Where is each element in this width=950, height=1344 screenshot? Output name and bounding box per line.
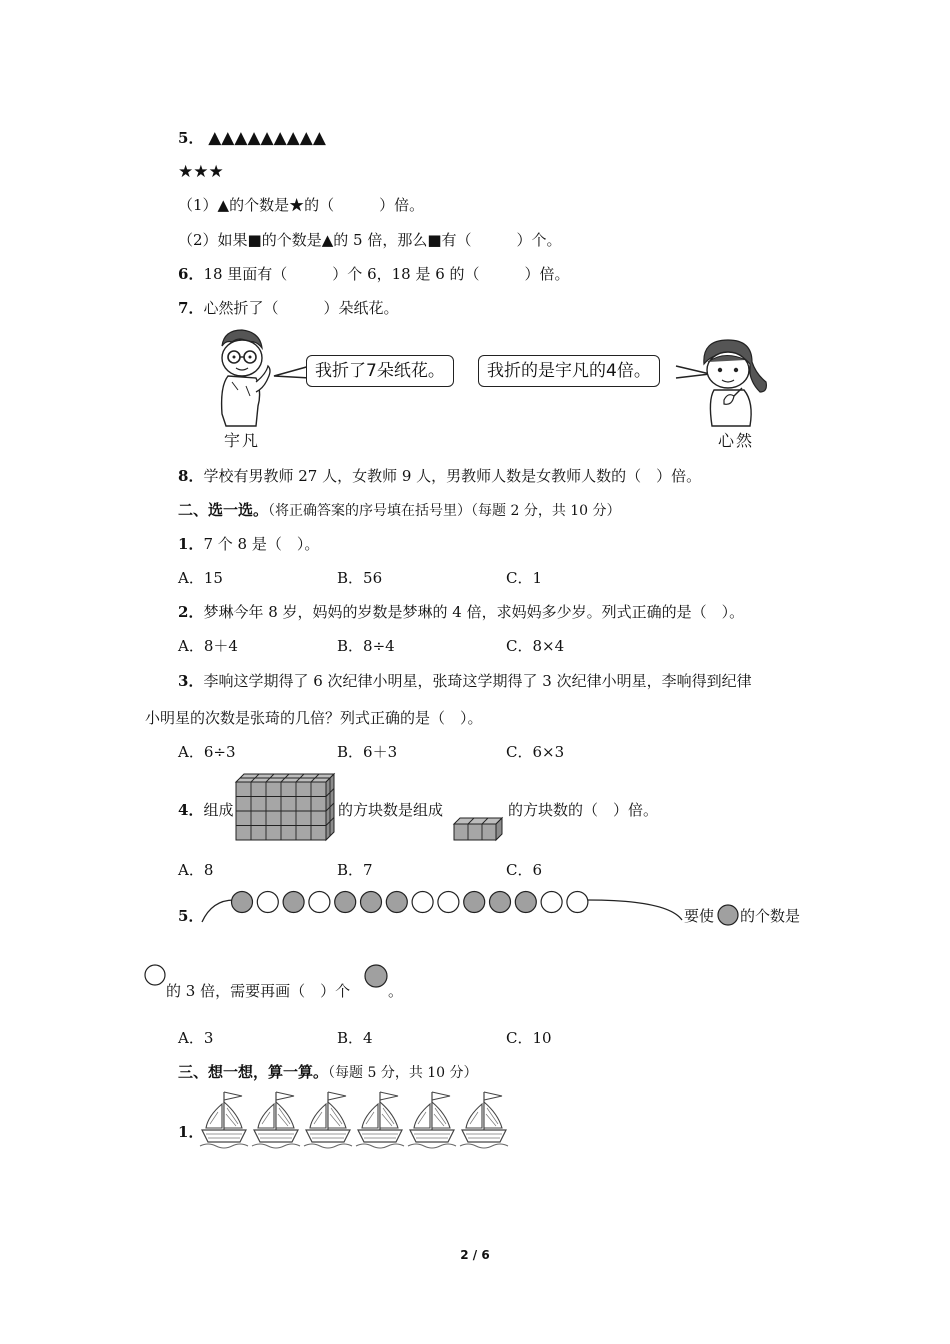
mc1-question: 1．7 个 8 是（ ）。: [178, 535, 320, 553]
mc5-option-a[interactable]: A．3: [178, 1029, 214, 1047]
sailboat-row: [198, 1088, 508, 1150]
mc4-option-a[interactable]: A．8: [178, 861, 214, 879]
gray-bead: [490, 892, 511, 913]
mc3-text-cont: 小明星的次数是张琦的几倍？列式正确的是（ ）。: [145, 709, 483, 727]
q6-text: 18 里面有（ ）个 6，18 是 6 的（ ）倍。: [203, 265, 570, 283]
mc4-option-c[interactable]: C．6: [506, 861, 543, 879]
large-cube-block: [234, 772, 338, 842]
mc5-text-d: 。: [388, 982, 404, 1000]
q8-number: 8: [178, 467, 189, 485]
gray-bead: [361, 892, 382, 913]
mc2-option-a[interactable]: A．8＋4: [178, 637, 238, 655]
mc4-text-c: 的方块数的（ ）倍。: [508, 801, 659, 819]
gray-bead-icon: [717, 904, 739, 926]
q3-1-line: 1．: [178, 1123, 204, 1141]
gray-bead: [464, 892, 485, 913]
mc4-text-b: 的方块数是组成: [338, 801, 444, 819]
q8-line: 8．学校有男教师 27 人，女教师 9 人，男教师人数是女教师人数的（ ）倍。: [178, 467, 702, 485]
mc2-question: 2．梦琳今年 8 岁，妈妈的岁数是梦琳的 4 倍，求妈妈多少岁。列式正确的是（ ）。: [178, 603, 745, 621]
sailboat-icon: [200, 1092, 248, 1148]
q8-text: 学校有男教师 27 人，女教师 9 人，男教师人数是女教师人数的（ ）倍。: [203, 467, 702, 485]
q6-number: 6: [178, 265, 189, 283]
gray-bead-icon-2: [364, 964, 388, 988]
star-row: ★★★: [178, 162, 224, 182]
q7-line: 7．心然折了（ ）朵纸花。: [178, 299, 399, 317]
mc5-option-c[interactable]: C．10: [506, 1029, 552, 1047]
section3-title: 三、想一想，算一算。: [178, 1063, 329, 1081]
sailboat-icon: [252, 1092, 300, 1148]
white-bead: [309, 892, 330, 913]
q5-sub1: （1）▲的个数是★的（ ）倍。: [178, 196, 425, 214]
sailboat-icon: [304, 1092, 352, 1148]
q7-text: 心然折了（ ）朵纸花。: [203, 299, 399, 317]
girl-illustration: [694, 334, 770, 430]
mc3-question: 3．李响这学期得了 6 次纪律小明星，张琦这学期得了 3 次纪律小明星，李响得到纪律: [178, 672, 752, 690]
mc4-number: 4: [178, 801, 189, 819]
gray-bead: [386, 892, 407, 913]
gray-bead: [335, 892, 356, 913]
mc1-number: 1: [178, 535, 189, 553]
mc3-option-c[interactable]: C．6×3: [506, 743, 565, 761]
white-bead: [541, 892, 562, 913]
name-left: 宇凡: [224, 431, 261, 450]
mc4-line-a: 4．组成: [178, 801, 234, 819]
q6-line: 6．18 里面有（ ）个 6，18 是 6 的（ ）倍。: [178, 265, 570, 283]
mc2-number: 2: [178, 603, 189, 621]
mc2-option-b[interactable]: B．8÷4: [337, 637, 395, 655]
mc5-text-c: 的 3 倍，需要再画（ ）个: [166, 982, 351, 1000]
q7-number: 7: [178, 299, 189, 317]
sailboat-icon: [460, 1092, 508, 1148]
mc4-text-a: 组成: [203, 801, 234, 819]
white-bead: [567, 892, 588, 913]
page-footer: 2 / 6: [460, 1248, 490, 1262]
mc5-number-line: 5．: [178, 907, 204, 925]
white-bead: [412, 892, 433, 913]
white-bead: [438, 892, 459, 913]
section3-heading: [178, 1062, 478, 1083]
speech-bubble-left: 我折了7朵纸花。: [306, 355, 454, 387]
section2-note: （将正确答案的序号填在括号里）（每题 2 分，共 10 分）: [268, 503, 621, 519]
sailboat-icon: [356, 1092, 404, 1148]
mc5-option-b[interactable]: B．4: [337, 1029, 373, 1047]
sailboat-icon: [408, 1092, 456, 1148]
mc3-option-a[interactable]: A．6÷3: [178, 743, 236, 761]
mc4-option-b[interactable]: B．7: [337, 861, 373, 879]
mc3-number: 3: [178, 672, 189, 690]
mc3-option-b[interactable]: B．6＋3: [337, 743, 398, 761]
mc1-option-a[interactable]: A．15: [178, 569, 223, 587]
speech-bubble-right: 我折的是宇凡的4倍。: [478, 355, 660, 387]
name-right: 心然: [718, 431, 755, 450]
mc5-text-b: 的个数是: [740, 907, 801, 925]
mc5-number: 5: [178, 907, 189, 925]
boy-illustration: [210, 326, 280, 430]
mc1-option-c[interactable]: C．1: [506, 569, 543, 587]
white-bead: [257, 892, 278, 913]
gray-bead: [232, 892, 253, 913]
mc2-text: 梦琳今年 8 岁，妈妈的岁数是梦琳的 4 倍，求妈妈多少岁。列式正确的是（ ）。: [203, 603, 745, 621]
triangle-row: ▲▲▲▲▲▲▲▲▲: [208, 128, 326, 148]
mc2-option-c[interactable]: C．8×4: [506, 637, 565, 655]
white-bead-icon: [144, 964, 166, 986]
small-cube-block: [452, 816, 504, 842]
section3-note: （每题 5 分，共 10 分）: [328, 1065, 478, 1081]
section2-title: 二、选一选。: [178, 501, 269, 519]
gray-bead: [283, 892, 304, 913]
mc1-text: 7 个 8 是（ ）。: [203, 535, 320, 553]
bead-string: [198, 886, 684, 926]
mc5-text-a: 要使: [684, 907, 715, 925]
section2-heading: [178, 500, 621, 521]
q5-number: 5: [178, 129, 189, 147]
mc3-text: 李响这学期得了 6 次纪律小明星，张琦这学期得了 3 次纪律小明星，李响得到纪律: [203, 672, 752, 690]
q3-1-number: 1: [178, 1123, 189, 1141]
gray-bead: [515, 892, 536, 913]
q5-line: 5． ▲▲▲▲▲▲▲▲▲: [178, 128, 326, 148]
q5-sub2: （2）如果■的个数是▲的 5 倍，那么■有（ ）个。: [178, 231, 562, 249]
mc1-option-b[interactable]: B．56: [337, 569, 383, 587]
